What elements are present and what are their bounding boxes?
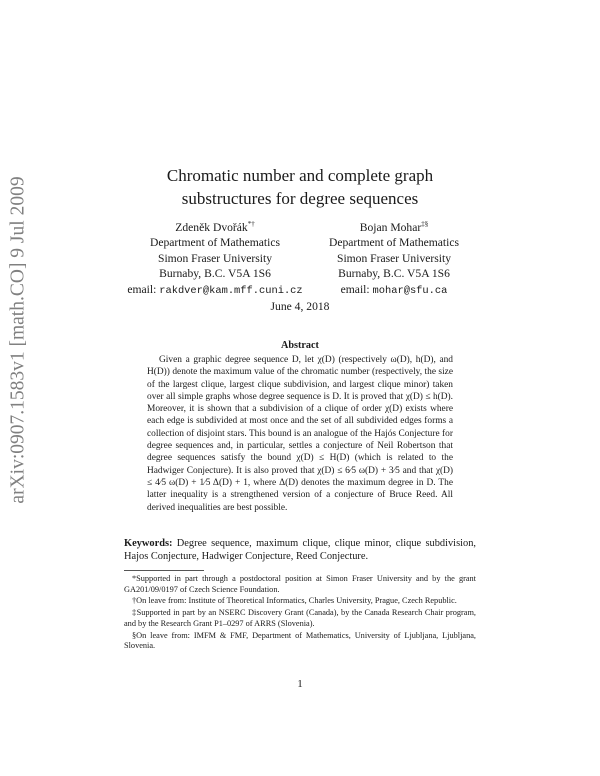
author-university: Simon Fraser University xyxy=(158,251,272,265)
author-block-second xyxy=(289,220,499,299)
author-email: rakdver@kam.mff.cuni.cz xyxy=(159,284,303,297)
keywords-label: Keywords: xyxy=(124,538,173,549)
arxiv-identifier-text: arXiv:0907.1583v1 [math.CO] 9 Jul 2009 xyxy=(8,176,30,504)
keywords-text: Degree sequence, maximum clique, clique minor, clique subdivision, Hajos Conjecture, Hadwiger Conjecture, Reed Conjecture. xyxy=(124,538,476,562)
footnote-divider xyxy=(124,570,204,571)
paper-date: June 4, 2018 xyxy=(270,300,330,313)
author-name-line xyxy=(289,220,499,235)
paper-title xyxy=(100,164,500,210)
author-name: Bojan Mohar xyxy=(359,221,422,234)
author-department: Department of Mathematics xyxy=(328,236,460,250)
footnote: ‡Supported in part by an NSERC Discovery Grant (Canada), by the Canada Research Chair program, and by the Research Grant P1–0297 of ARRS (Slovenia). xyxy=(124,608,476,628)
arxiv-identifier-stamp xyxy=(2,90,36,590)
author-email-line xyxy=(289,282,499,299)
title-line-1: Chromatic number and complete graph xyxy=(166,166,434,185)
author-city: Burnaby, B.C. V5A 1S6 xyxy=(338,267,450,281)
keywords-paragraph xyxy=(124,537,476,563)
footnote: †On leave from: Institute of Theoretical Informatics, Charles University, Prague, Czech Republic. xyxy=(132,596,457,606)
email-label: email: xyxy=(127,282,157,296)
author-university: Simon Fraser University xyxy=(337,251,451,265)
footnote: §On leave from: IMFM & FMF, Department of Mathematics, University of Ljubljana, Ljubljana, Slovenia. xyxy=(124,630,476,651)
footnote: *Supported in part through a postdoctoral position at Simon Fraser University and by the grant GA201/09/0197 of Czech Science Foundation. xyxy=(124,574,476,594)
page-number: 1 xyxy=(297,678,303,690)
author-city: Burnaby, B.C. V5A 1S6 xyxy=(159,267,271,281)
author-email: mohar@sfu.ca xyxy=(372,284,448,297)
abstract-body: Given a graphic degree sequence D, let χ(D) (respectively ω(D), h(D), and H(D)) denote the maximum value of the chromatic number (respectively, the size of the largest clique, largest clique subdivision, and largest clique minor) taken over all simple graphs whose degree sequence is D. It is proved that χ(D) ≤ h(D). Moreover, it is shown that a subdivision of a clique of order χ(D) exists where each edge is subdivided at most once and the set of all subdivided edges forms a collection of disjoint stars. This bound is an analogue of the Hajós Conjecture for degree sequences and, in particular, settles a conjecture of Neil Robertson that degree sequences satisfy the bound χ(D) ≤ H(D) (which is related to the Hadwiger Conjecture). It is also proved that χ(D) ≤ 6⁄5 ω(D) + 3⁄5 and that χ(D) ≤ 4⁄5 ω(D) + 1⁄5 Δ(D) + 1, where Δ(D) denotes the maximum degree in D. The latter inequality is a strengthened version of a conjecture of Bruce Reed. All derived inequalities are best possible. xyxy=(147,355,453,513)
footnotes xyxy=(124,574,476,653)
title-line-2: substructures for degree sequences xyxy=(181,189,419,208)
abstract-heading: Abstract xyxy=(281,340,319,351)
author-department: Department of Mathematics xyxy=(149,236,281,250)
email-label: email: xyxy=(340,282,370,296)
author-name: Zdeněk Dvořák xyxy=(175,221,248,234)
author-footnote-marks: ‡§ xyxy=(421,220,429,229)
author-footnote-marks: *† xyxy=(247,220,255,229)
